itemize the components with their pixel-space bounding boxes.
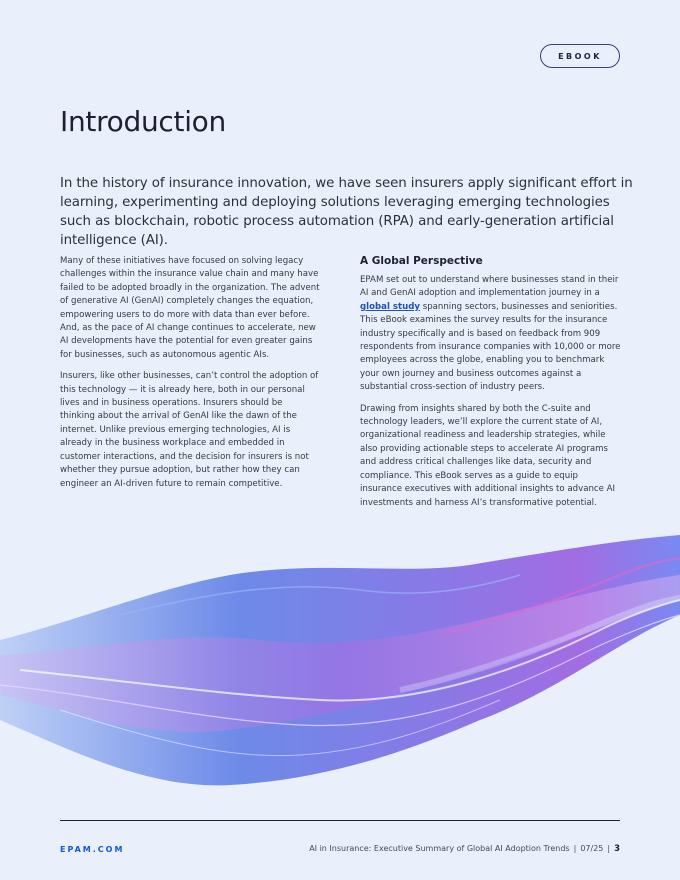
- footer-separator: |: [573, 844, 577, 853]
- footer-info: [309, 844, 620, 854]
- footer-doc-title: AI in Insurance: Executive Summary of Global AI Adoption Trends: [309, 844, 570, 853]
- page-title: Introduction: [60, 105, 226, 138]
- ebook-badge: EBOOK: [540, 44, 620, 68]
- footer-divider: [60, 820, 620, 821]
- left-paragraph-1: Many of these initiatives have focused on solving legacy challenges within the insurance value chain and many have failed to be adopted broadly in the organization. The advent of generative AI (GenAI) completely changes the equation, empowering users to do more with data than ever before. And, as the pace of AI change continues to accelerate, new AI developments have the potential for even greater gains for businesses, such as autonomous agentic AIs.: [60, 256, 320, 360]
- footer-date: 07/25: [580, 844, 604, 853]
- page-number: 3: [614, 844, 620, 854]
- right-paragraph-1: [360, 274, 622, 395]
- right-paragraph-1-end: spanning sectors, businesses and seniorities. This eBook examines the survey results for the insurance industry specifically and is based on feedback from 909 respondents from insurance companies with 10,000 or more employees across the globe, enabling you to benchmark your own journey and business outcomes against a substantial cross-section of industry peers.: [360, 301, 621, 393]
- global-study-link[interactable]: global study: [360, 301, 420, 312]
- intro-lead-paragraph: In the history of insurance innovation, we have seen insurers apply significant effort in learning, experimenting and deploying solutions leveraging emerging technologies such as blockchain, robotic process automation (RPA) and early-generation artificial intelligence (AI).: [60, 176, 633, 248]
- footer-site-link[interactable]: EPAM.COM: [60, 845, 125, 854]
- right-paragraph-2: Drawing from insights shared by both the C-suite and technology leaders, we’ll explore the current state of AI, organizational readiness and leadership strategies, while also providing actionable steps to accelerate AI programs and address critical challenges like data, security and compliance. This eBook serves as a guide to equip insurance executives with additional insights to advance AI investments and harness AI’s transformative potential.: [360, 403, 616, 508]
- decorative-wave-graphic: [0, 520, 680, 810]
- section-heading-global-perspective: A Global Perspective: [360, 255, 483, 267]
- footer-separator: |: [607, 844, 611, 853]
- left-paragraph-2: Insurers, like other businesses, can’t control the adoption of this technology — it is already here, both in our personal lives and in business operations. Insurers should be thinking about the arrival of GenAI like the dawn of the internet. Unlike previous emerging technologies, AI is already in the business workplace and embedded in customer interactions, and the decision for insurers is not whether they pursue adoption, but rather how they can engineer an AI-driven future to remain competitive.: [60, 371, 319, 489]
- left-column: [60, 255, 320, 499]
- right-paragraph-1-start: EPAM set out to understand where businesses stand in their AI and GenAI adoption and implementation journey in a: [360, 275, 619, 299]
- right-column: [360, 254, 622, 518]
